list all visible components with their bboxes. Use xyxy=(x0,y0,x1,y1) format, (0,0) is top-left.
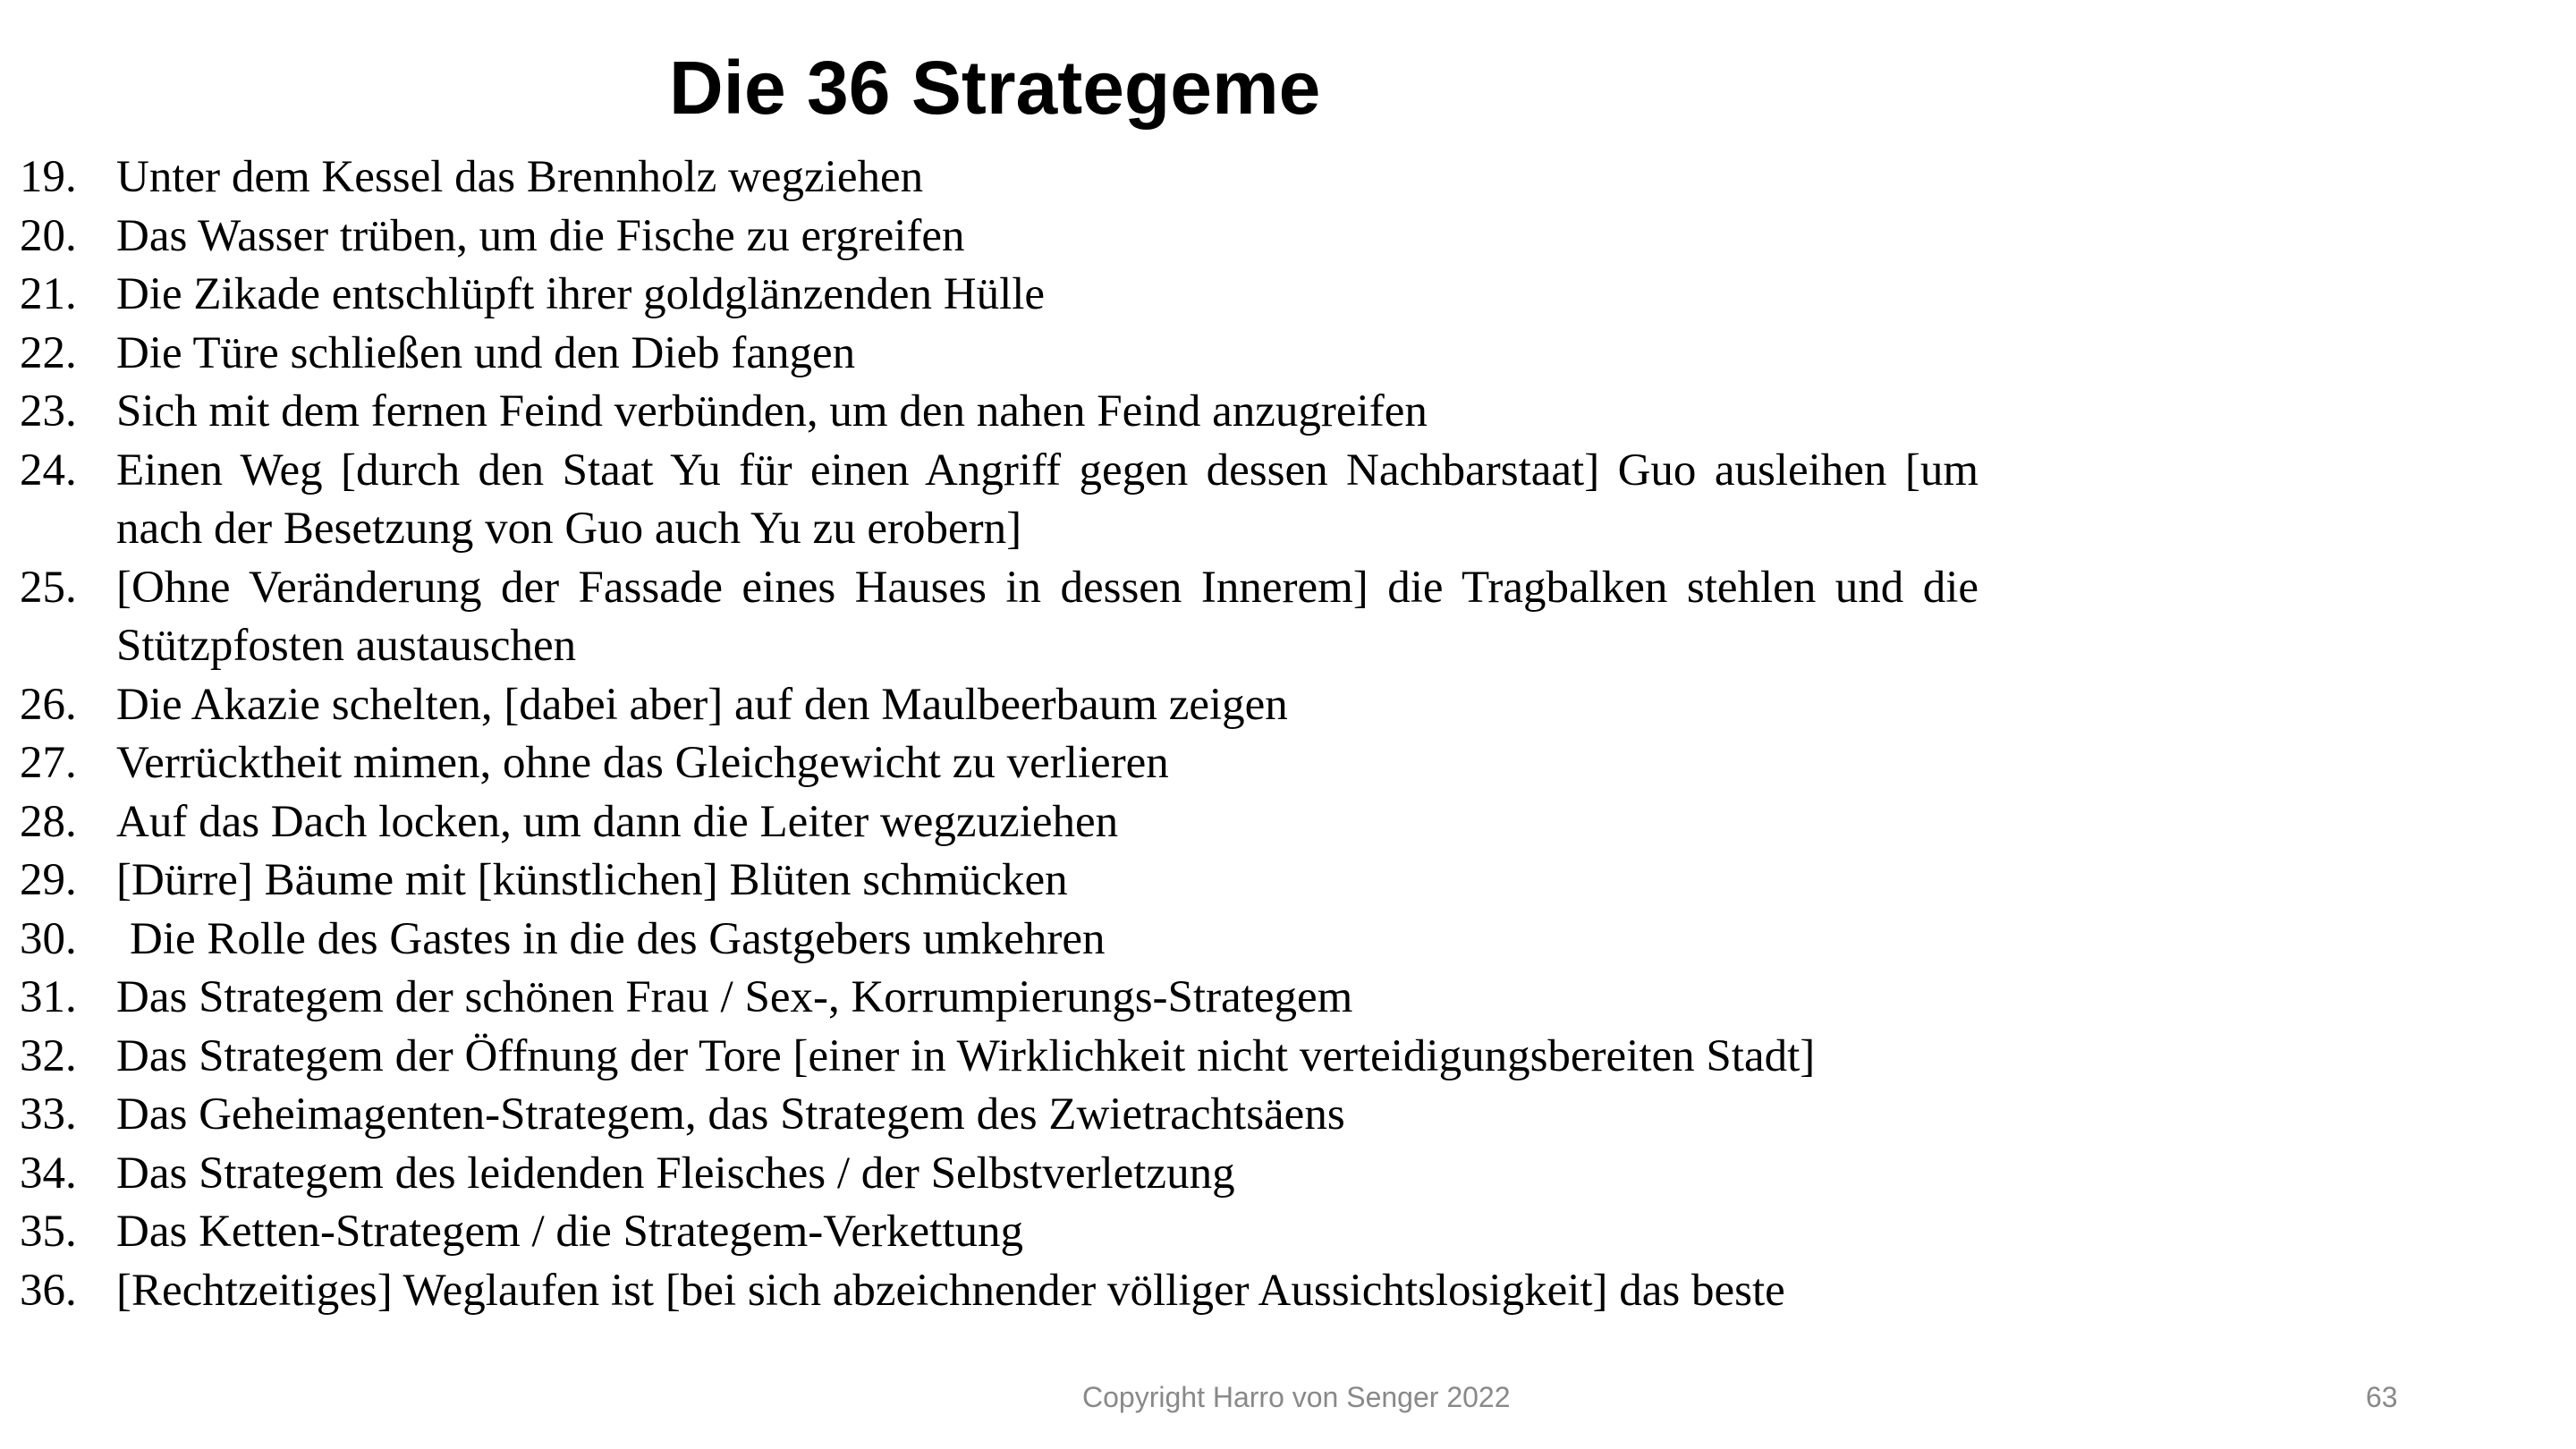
list-item xyxy=(20,1086,1979,1145)
list-item xyxy=(20,1145,1979,1204)
item-text: Die Akazie schelten, [dabei aber] auf den Maulbeerbaum zeigen xyxy=(116,679,1288,730)
item-text: Einen Weg [durch den Staat Yu für einen Angriff gegen dessen Nachbarstaat] Guo ausleihen [um nach der Besetzung von Guo auch Yu zu erobern] xyxy=(116,445,1979,554)
slide-title: Die 36 Strategeme xyxy=(669,46,1321,130)
list-item xyxy=(20,325,1979,384)
item-text: Sich mit dem fernen Feind verbünden, um den nahen Feind anzugreifen xyxy=(116,386,1428,436)
item-text: Die Rolle des Gastes in die des Gastgebers umkehren xyxy=(130,913,1106,964)
list-item xyxy=(20,793,1979,852)
item-number: 33. xyxy=(20,1089,77,1140)
item-number: 32. xyxy=(20,1030,77,1081)
copyright-footer: Copyright Harro von Senger 2022 xyxy=(1082,1381,1511,1413)
list-item xyxy=(20,676,1979,735)
list-item xyxy=(20,852,1979,911)
item-number: 35. xyxy=(20,1207,77,1257)
item-text: Das Strategem der schönen Frau / Sex-, Korrumpierungs-Strategem xyxy=(116,972,1353,1022)
item-text: Auf das Dach locken, um dann die Leiter wegzuziehen xyxy=(116,796,1119,847)
item-number: 27. xyxy=(20,738,77,788)
item-number: 19. xyxy=(20,152,77,202)
item-number: 21. xyxy=(20,269,77,319)
item-text: Unter dem Kessel das Brennholz wegziehen xyxy=(116,152,924,202)
item-text: Das Strategem der Öffnung der Tore [einer in Wirklichkeit nicht verteidigungsbereiten Stadt] xyxy=(116,1030,1816,1081)
item-number: 25. xyxy=(20,562,77,613)
list-item xyxy=(20,559,1979,676)
list-item xyxy=(20,208,1979,267)
item-text: Das Strategem des leidenden Fleisches / der Selbstverletzung xyxy=(116,1148,1235,1199)
list-item xyxy=(20,1203,1979,1262)
item-number: 34. xyxy=(20,1148,77,1199)
item-number: 23. xyxy=(20,386,77,436)
item-text: [Dürre] Bäume mit [künstlichen] Blüten schmücken xyxy=(116,855,1068,905)
page-number: 63 xyxy=(2366,1381,2398,1413)
list-item xyxy=(20,1028,1979,1087)
item-text: Verrücktheit mimen, ohne das Gleichgewicht zu verlieren xyxy=(116,738,1169,788)
item-text: [Ohne Veränderung der Fassade eines Hauses in dessen Innerem] die Tragbalken stehlen und die Stützpfosten austauschen xyxy=(116,562,1979,671)
item-number: 22. xyxy=(20,327,77,378)
item-number: 29. xyxy=(20,855,77,905)
item-text: Die Zikade entschlüpft ihrer goldglänzenden Hülle xyxy=(116,269,1046,319)
item-number: 20. xyxy=(20,210,77,261)
item-text: Die Türe schließen und den Dieb fangen xyxy=(116,327,856,378)
item-number: 26. xyxy=(20,679,77,730)
item-number: 24. xyxy=(20,445,77,496)
item-text: Das Ketten-Strategem / die Strategem-Verkettung xyxy=(116,1207,1023,1257)
list-item xyxy=(20,383,1979,442)
list-item xyxy=(20,442,1979,559)
item-number: 31. xyxy=(20,972,77,1022)
list-item xyxy=(20,1262,1979,1321)
list-item xyxy=(20,266,1979,325)
item-text: [Rechtzeitiges] Weglaufen ist [bei sich abzeichnender völliger Aussichtslosigkeit] das beste xyxy=(116,1265,1785,1316)
item-number: 36. xyxy=(20,1265,77,1316)
list-item xyxy=(20,911,1979,970)
item-number: 30. xyxy=(20,913,77,964)
list-item xyxy=(20,734,1979,793)
list-item xyxy=(20,969,1979,1028)
item-text: Das Wasser trüben, um die Fische zu ergreifen xyxy=(116,210,965,261)
item-text: Das Geheimagenten-Strategem, das Strategem des Zwietrachtsäens xyxy=(116,1089,1345,1140)
list-item xyxy=(20,148,1979,208)
strategem-list xyxy=(20,148,1979,1320)
item-number: 28. xyxy=(20,796,77,847)
